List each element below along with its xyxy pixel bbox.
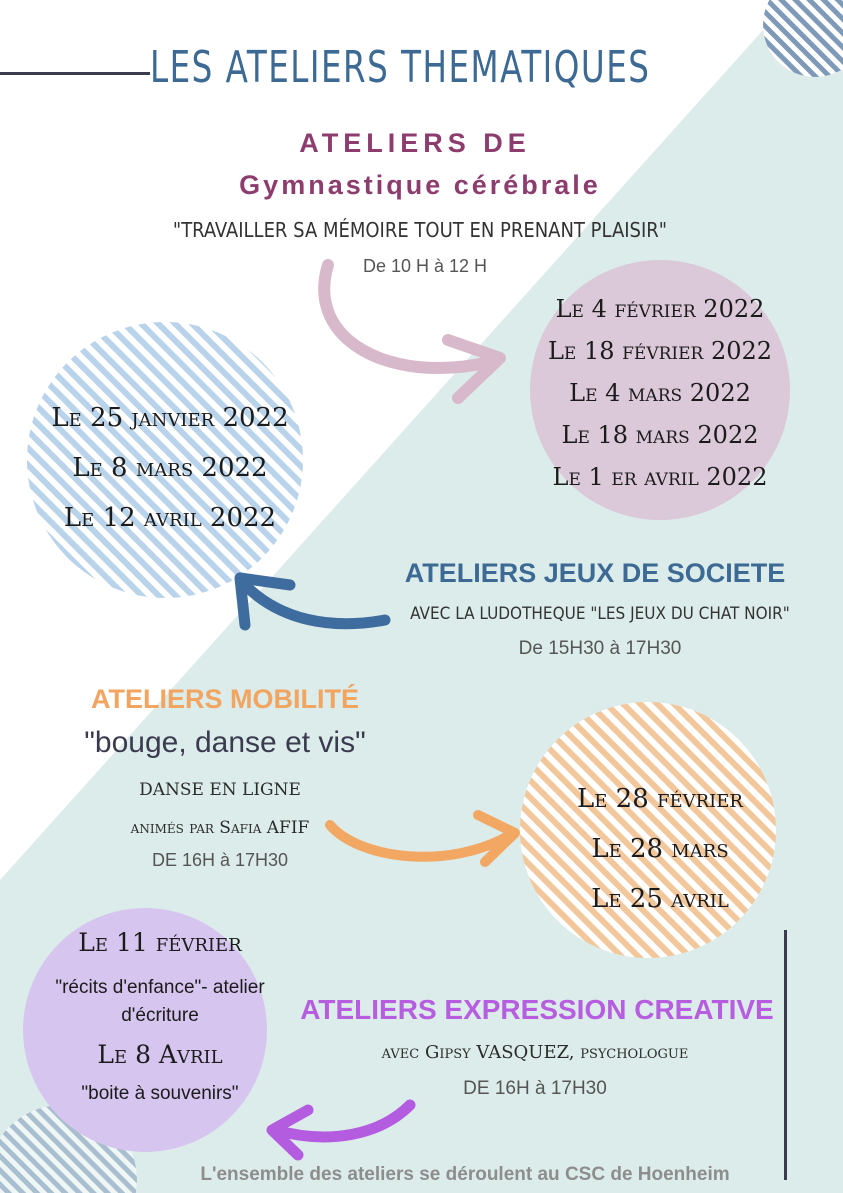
footer-note: L'ensemble des ateliers se déroulent au CSC de Hoenheim xyxy=(200,1164,730,1185)
mobilite-quote: "bouge, danse et vis" xyxy=(84,726,366,759)
gym-quote: "TRAVAILLER SA MÉMOIRE TOUT EN PRENANT PLAISIR" xyxy=(172,218,668,242)
date-item: Le 28 février xyxy=(576,784,743,814)
title-rule xyxy=(0,72,150,75)
expression-quote1: "récits d'enfance"- atelier d'écriture xyxy=(55,977,265,1026)
date-item: Le 28 mars xyxy=(591,834,729,864)
side-rule xyxy=(784,930,787,1180)
pink-arrow xyxy=(324,265,500,398)
date-item: Le 4 février 2022 xyxy=(555,295,765,323)
date-item: Le 4 mars 2022 xyxy=(569,379,751,407)
jeux-subtitle: AVEC LA LUDOTHEQUE "LES JEUX DU CHAT NOIR" xyxy=(410,604,790,624)
page-title: LES ATELIERS THEMATIQUES xyxy=(150,42,651,93)
date-item: Le 18 février 2022 xyxy=(547,337,773,365)
date-item: Le 25 janvier 2022 xyxy=(51,403,289,433)
mobilite-line1: DANSE EN LIGNE xyxy=(139,780,301,800)
gym-dates-list xyxy=(530,288,790,498)
gym-heading-line1: ATELIERS DE xyxy=(299,128,531,158)
expression-date2: Le 8 Avril xyxy=(97,1040,223,1069)
expression-subtitle: avec Gipsy VASQUEZ, psychologue xyxy=(381,1042,689,1063)
expression-time: DE 16H à 17H30 xyxy=(463,1078,607,1099)
date-item: Le 12 avril 2022 xyxy=(63,503,277,533)
jeux-heading: ATELIERS JEUX DE SOCIETE xyxy=(404,558,786,588)
mobilite-line2: animés par Safia AFIF xyxy=(130,818,310,838)
jeux-time: De 15H30 à 17H30 xyxy=(518,638,682,659)
expression-date1: Le 11 février xyxy=(78,928,242,957)
gym-heading-line2: Gymnastique cérébrale xyxy=(239,170,601,200)
mobilite-heading: ATELIERS MOBILITÉ xyxy=(91,684,359,714)
expression-quote2: "boite à souvenirs" xyxy=(81,1083,239,1104)
expression-heading: ATELIERS EXPRESSION CREATIVE xyxy=(300,994,774,1025)
date-item: Le 18 mars 2022 xyxy=(561,421,759,449)
mobilite-time: DE 16H à 17H30 xyxy=(151,850,289,870)
jeux-dates-list xyxy=(35,393,305,543)
mobilite-dates-list xyxy=(525,774,795,924)
date-item: Le 1 er avril 2022 xyxy=(552,463,768,491)
gym-time: De 10 H à 12 H xyxy=(362,256,488,276)
date-item: Le 25 avril xyxy=(591,884,729,914)
date-item: Le 8 mars 2022 xyxy=(72,453,268,483)
